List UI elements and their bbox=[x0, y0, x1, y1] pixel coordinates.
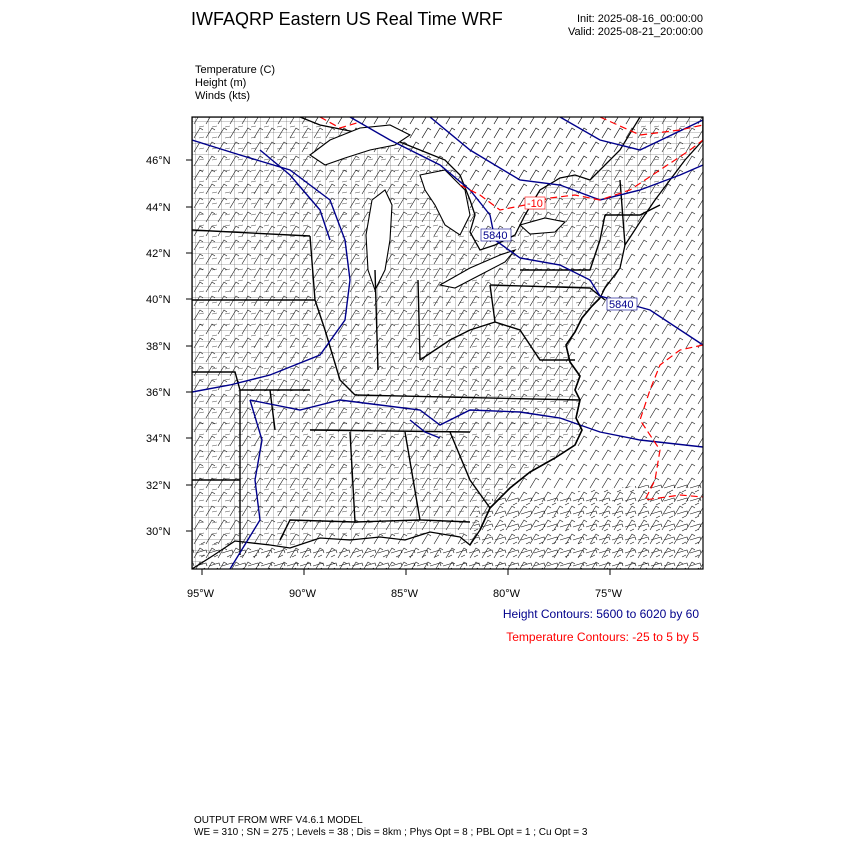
model-footer bbox=[194, 815, 587, 839]
lon-label-95: 95°W bbox=[187, 588, 215, 600]
height-contour-label-1: 5840 bbox=[483, 230, 508, 242]
map-title: IWFAQRP Eastern US Real Time WRF bbox=[191, 9, 503, 29]
lat-label-34: 34°N bbox=[146, 433, 171, 445]
lat-label-42: 42°N bbox=[146, 248, 171, 260]
lat-label-32: 32°N bbox=[146, 480, 171, 492]
temperature-contour-legend: Temperature Contours: -25 to 5 by 5 bbox=[506, 630, 699, 644]
field-winds: Winds (kts) bbox=[195, 90, 250, 102]
lon-label-85: 85°W bbox=[391, 588, 419, 600]
lon-label-75: 75°W bbox=[595, 588, 623, 600]
height-contour-legend: Height Contours: 5600 to 6020 by 60 bbox=[502, 607, 699, 621]
init-time: Init: 2025-08-16_00:00:00 bbox=[577, 13, 703, 25]
lat-label-38: 38°N bbox=[146, 341, 171, 353]
field-temperature: Temperature (C) bbox=[195, 64, 276, 76]
lon-label-80: 80°W bbox=[493, 588, 521, 600]
lon-label-90: 90°W bbox=[289, 588, 317, 600]
height-contour-label-2: 5840 bbox=[609, 299, 634, 311]
lat-label-36: 36°N bbox=[146, 387, 171, 399]
latitude-axis bbox=[146, 155, 192, 538]
footer-line-2: WE = 310 ; SN = 275 ; Levels = 38 ; Dis = 8km ; Phys Opt = 8 ; PBL Opt = 1 ; Cu Opt = 3 bbox=[194, 827, 588, 838]
longitude-axis bbox=[187, 569, 623, 600]
valid-time: Valid: 2025-08-21_20:00:00 bbox=[568, 26, 703, 38]
lat-label-44: 44°N bbox=[146, 202, 171, 214]
map-area bbox=[192, 117, 703, 569]
lat-label-30: 30°N bbox=[146, 526, 171, 538]
temperature-contour-label: -10 bbox=[527, 198, 543, 210]
field-height: Height (m) bbox=[195, 77, 247, 89]
footer-line-1: OUTPUT FROM WRF V4.6.1 MODEL bbox=[194, 815, 363, 826]
lat-label-40: 40°N bbox=[146, 294, 171, 306]
lat-label-46: 46°N bbox=[146, 155, 171, 167]
